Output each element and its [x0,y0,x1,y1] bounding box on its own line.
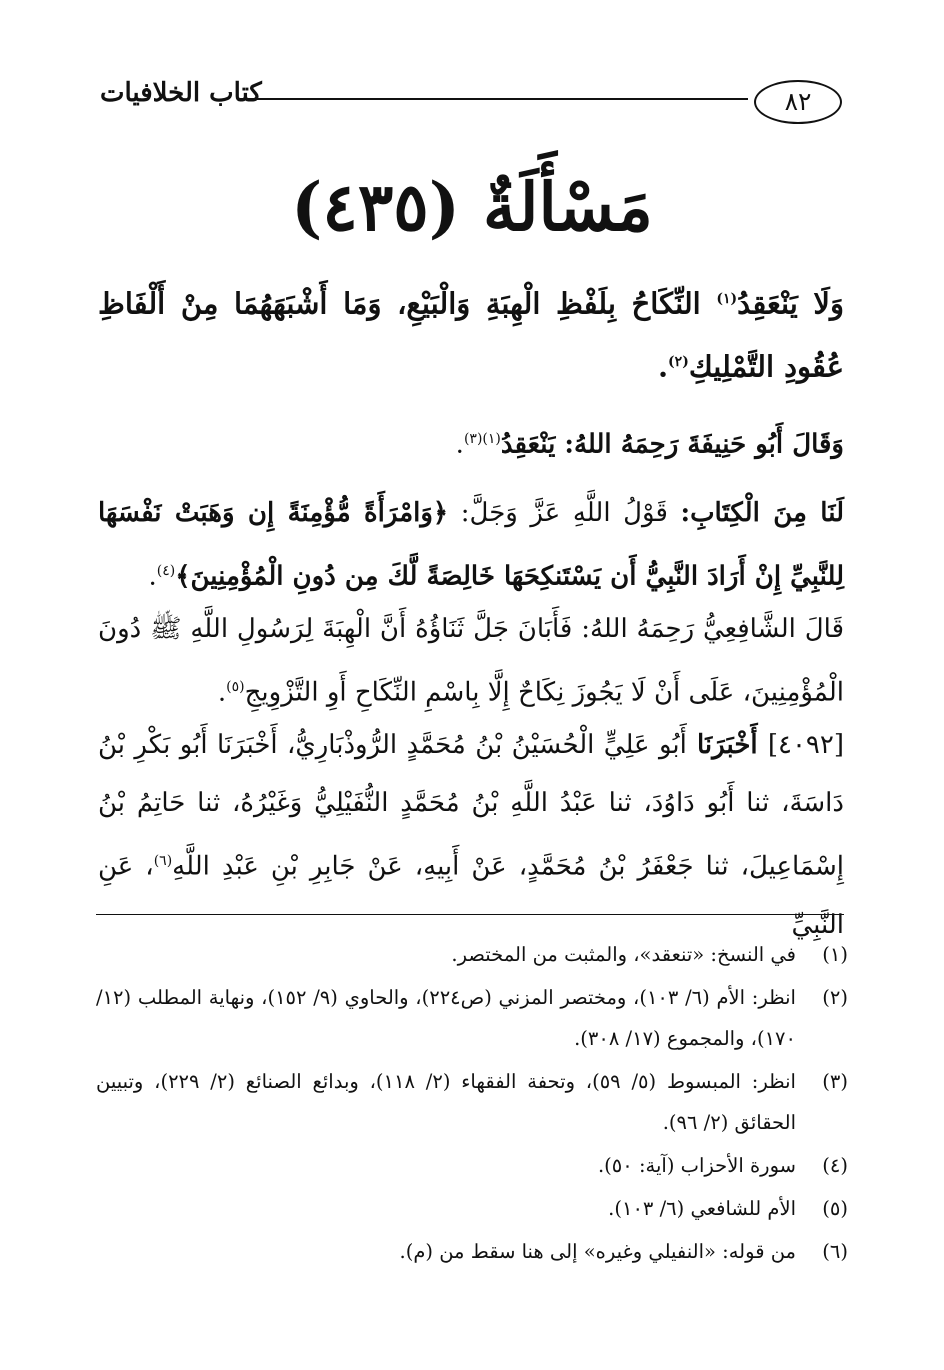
footnote-number: (٥) [822,1197,848,1220]
footnotes [96,934,848,1274]
header-rule [240,98,748,100]
footnote-ref[interactable]: (٢) [668,353,689,370]
running-header [100,72,842,122]
paragraph-text: . [455,429,464,460]
footnote-item [96,1188,848,1229]
paragraph-text: ، عَنِ النَّبِيِّ [98,851,844,940]
paragraph-lead: أَخْبَرَنَا [686,730,768,760]
hadith-number: [٤٠٩٢] [767,730,844,760]
paragraph-text: أَبُو عَلِيٍّ الْحُسَيْنُ بْنُ مُحَمَّدٍ الرُّوذْبَارِيُّ، أَخْبَرَنَا أَبُو بَكْرِ بْنُ دَاسَةَ، ثنا أَبُو دَاوُدَ، ثنا عَبْدُ اللَّهِ بْنُ مُحَمَّدٍ النُّفَيْلِيُّ وَغَيْرُهُ، ثنا حَاتِمُ بْنُ إِسْمَاعِيلَ، ثنا جَعْفَرُ بْنُ مُحَمَّدٍ، عَنْ أَبِيهِ، عَنْ جَابِرِ بْنِ عَبْدِ اللَّهِ [98,730,844,882]
issue-title: مَسْأَلَةٌ (٤٣٥) [291,168,653,246]
footnote-item [96,1231,848,1272]
paragraph-hadith-chain [98,716,844,954]
paragraph-hanafi-view [98,410,844,474]
footnote-ref[interactable]: (١) [716,291,738,307]
statement-text: النِّكَاحُ بِلَفْظِ الْهِبَةِ وَالْبَيْعِ، وَمَا أَشْبَهَهُمَا مِنْ أَلْفَاظِ عُقُودِ التَّمْلِيكِ [98,286,844,384]
paragraph-text: قَالَ الشَّافِعِيُّ رَحِمَهُ اللهُ: فَأَبَانَ جَلَّ ثَنَاؤُهُ أَنَّ الْهِبَةَ لِرَسُولِ اللَّهِ ﷺ دُونَ الْمُؤْمِنِينَ، عَلَى أَنْ لَا يَجُوزَ نِكَاحٌ إِلَّا بِاسْمِ النِّكَاحِ أَوِ التَّزْوِيجِ [98,614,844,708]
footnote-ref[interactable]: (٥) [226,679,245,695]
paragraph-text: قَوْلُ اللَّهِ عَزَّ وَجَلَّ: [448,498,681,528]
footnote-text: سورة الأحزاب (آية: ٥٠). [597,1154,796,1177]
footnote-text: انظر: المبسوط (٥/ ٥٩)، وتحفة الفقهاء (٢/ ١١٨)، وبدائع الصنائع (٢/ ٢٢٩)، وتبيين الحقائق (٢/ ٩٦). [96,1070,796,1134]
footnote-text: انظر: الأم (٦/ ١٠٣)، ومختصر المزني (ص٢٢٤)، والحاوي (٩/ ١٥٢)، ونهاية المطلب (١٢/ ١٧٠)، والمجموع (١٧/ ٣٠٨). [96,986,796,1050]
paragraph-shafii [98,600,844,722]
paragraph-text: وَقَالَ أَبُو حَنِيفَةَ رَحِمَهُ اللهُ: يَنْعَقِدُ [500,429,844,460]
footnote-ref[interactable]: (١)(٣) [463,431,501,447]
quran-quote: ﴿وَامْرَأَةً مُّؤْمِنَةً إِن وَهَبَتْ نَفْسَهَا لِلنَّبِيِّ إِنْ أَرَادَ النَّبِيُّ أَن يَسْتَنكِحَهَا خَالِصَةً لَّكَ مِن دُونِ الْمُؤْمِنِينَ﴾ [98,498,844,592]
paragraph-lead: لَنَا مِنَ الْكِتَابِ: [680,498,844,528]
footnote-ref[interactable]: (٤) [156,563,176,579]
footnote-text: من قوله: «النفيلي وغيره» إلى هنا سقط من (م). [399,1240,796,1263]
paragraph-text: . [217,677,227,708]
statement-text: وَلَا يَنْعَقِدُ [737,286,844,321]
footnote-item [96,1145,848,1186]
footnote-number: (٢) [822,986,848,1009]
issue-statement [98,270,844,395]
footnote-number: (٣) [822,1070,848,1093]
statement-text: . [657,349,669,384]
footnote-item [96,977,848,1059]
footnote-number: (١) [822,943,848,966]
footnote-ref[interactable]: (٦) [153,853,173,869]
footnote-item [96,934,848,975]
book-title: كتاب الخلافيات [100,78,262,108]
footnote-text: في النسخ: «تنعقد»، والمثبت من المختصر. [451,943,796,966]
paragraph-text: . [148,561,157,592]
paragraph-quran-evidence [98,484,844,606]
footnote-text: الأم للشافعي (٦/ ١٠٣). [608,1197,796,1220]
footnote-separator [96,914,844,915]
footnote-number: (٦) [822,1240,848,1263]
footnote-item [96,1061,848,1143]
page-number: ٨٢ [754,80,842,124]
footnote-number: (٤) [822,1154,848,1177]
